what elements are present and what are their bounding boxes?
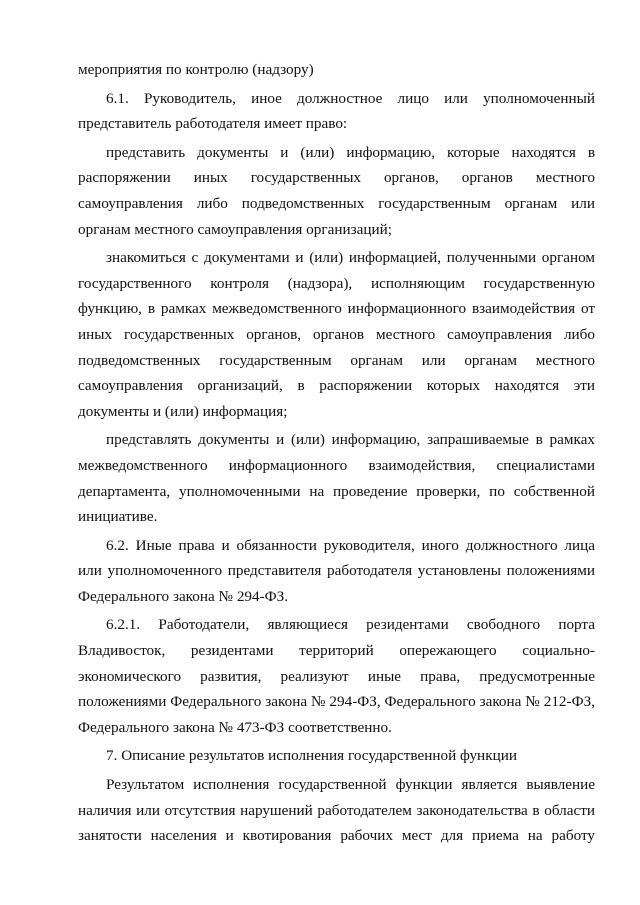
paragraph-continuation: мероприятия по контролю (надзору)	[78, 61, 314, 78]
paragraph-6-1: 6.1. Руководитель, иное должностное лицо или уполномоченный представитель работодателя имеет право:	[78, 89, 595, 133]
section-heading-7: 7. Описание результатов исполнения государственной функции	[106, 747, 517, 765]
paragraph-result: Результатом исполнения государственной функции является выявление наличия или отсутствия нарушений работодателем законодательства в области занятости населения и квотирования рабочих мест для приема на работу	[78, 776, 595, 845]
paragraph-right-review: знакомиться с документами и (или) информацией, полученными органом государственного контроля (надзора), исполняющим государственную функцию, в рамках межведомственного информационного взаимодействия от иных государственных органов, органов местного самоуправления либо подведомственных государственным органам или органам местного самоуправления организаций, в распоряжении которых находятся эти документы и (или) информация;	[78, 249, 595, 420]
paragraph-6-2-1: 6.2.1. Работодатели, являющиеся резидентами свободного порта Владивосток, резидентами территорий опережающего социально-экономического развития, реализуют иные права, предусмотренные положениями Федерального закона № 294-ФЗ, Федерального закона № 212-ФЗ, Федерального закона № 473-ФЗ соответственно.	[78, 616, 595, 736]
paragraph-6-2: 6.2. Иные права и обязанности руководителя, иного должностного лица или уполномоченного представителя работодателя установлены положениями Федерального закона № 294-ФЗ.	[78, 536, 595, 605]
paragraph-right-submit: представить документы и (или) информацию, которые находятся в распоряжении иных государственных органов, органов местного самоуправления либо подведомственных государственным органам или органам местного самоуправления организаций;	[78, 143, 595, 238]
paragraph-right-provide: представлять документы и (или) информацию, запрашиваемые в рамках межведомственного информационного взаимодействия, специалистами департамента, уполномоченными на проведение проверки, по собственной инициативе.	[78, 431, 595, 526]
document-page	[78, 57, 595, 849]
